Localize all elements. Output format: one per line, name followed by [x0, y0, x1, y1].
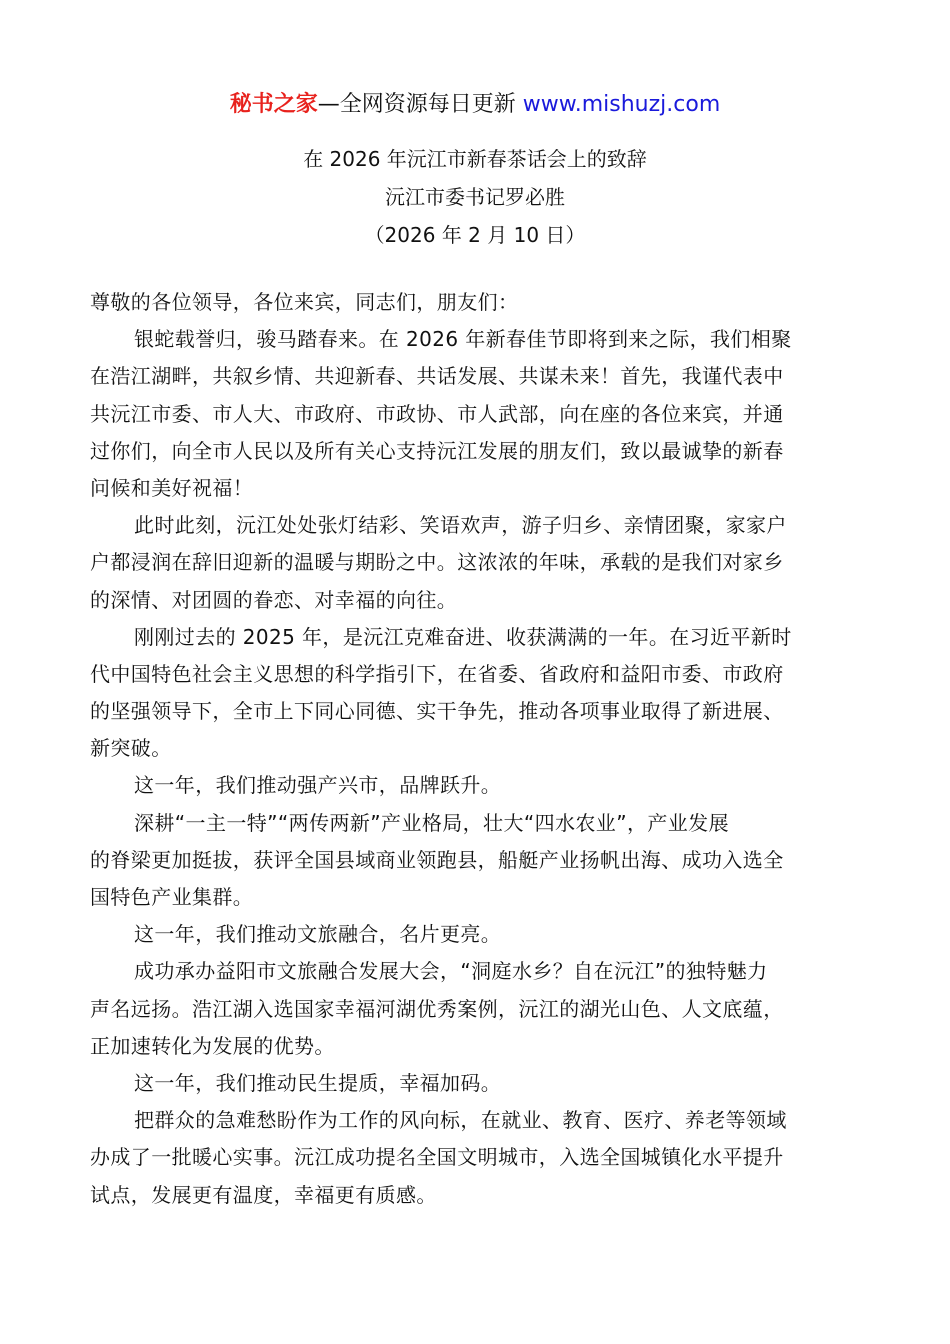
speaker-line: 沅江市委书记罗必胜: [385, 185, 565, 209]
paragraph-line: 问候和美好祝福！: [90, 475, 254, 500]
paragraph: [90, 953, 870, 1065]
paragraph-line: 成功承办益阳市文旅融合发展大会，“洞庭水乡？自在沅江”的独特魅力: [134, 959, 768, 984]
paragraph-line: 共沅江市委、市人大、市政府、市政协、市人武部，向在座的各位来宾，并通: [90, 401, 784, 426]
paragraph-line: 此时此刻，沅江处处张灯结彩、笑语欢声，游子归乡、亲情团聚，家家户: [134, 513, 787, 538]
paragraph: [90, 805, 870, 917]
paragraph-line: 刚刚过去的 2025 年，是沅江克难奋进、收获满满的一年。在习近平新时: [134, 624, 792, 649]
paragraph-line: 的坚强领导下，全市上下同心同德、实干争先，推动各项事业取得了新进展、: [90, 699, 784, 724]
paragraph: [90, 321, 870, 507]
paragraph-line: 深耕“一主一特”“两传两新”产业格局，壮大“四水农业”，产业发展: [134, 810, 729, 835]
paragraph-line: 正加速转化为发展的优势。: [90, 1033, 335, 1058]
paragraph-line: 声名远扬。浩江湖入选国家幸福河湖优秀案例，沅江的湖光山色、人文底蕴，: [90, 996, 784, 1021]
paragraph-line: 新突破。: [90, 736, 172, 761]
paragraph-line: 国特色产业集群。: [90, 885, 254, 909]
brand-name: 秘书之家: [229, 92, 318, 117]
paragraph-line: 户都浸润在辞旧迎新的温暖与期盼之中。这浓浓的年味，承载的是我们对家乡: [90, 550, 784, 575]
paragraph: [90, 1102, 870, 1214]
paragraph-line: 把群众的急难愁盼作为工作的风向标，在就业、教育、医疗、养老等领域: [134, 1108, 787, 1133]
paragraph-line: 的脊梁更加挺拔，获评全国县域商业领跑县，船艇产业扬帆出海、成功入选全: [90, 847, 784, 872]
document-heading: [0, 140, 950, 254]
paragraph-line: 在浩江湖畔，共叙乡情、共迎新春、共话发展、共谋未来！首先，我谨代表中: [90, 364, 784, 389]
paragraph-line: 这一年，我们推动强产兴市，品牌跃升。: [134, 773, 502, 798]
paragraph: [90, 916, 870, 953]
document-body: [90, 284, 870, 1214]
paragraph-line: 的深情、对团圆的眷恋、对幸福的向往。: [90, 587, 458, 612]
paragraph: [90, 507, 870, 619]
paragraph-line: 代中国特色社会主义思想的科学指引下，在省委、省政府和益阳市委、市政府: [90, 661, 784, 686]
paragraph-line: 银蛇载誉归，骏马踏春来。在 2026 年新春佳节即将到来之际，我们相聚: [134, 327, 792, 352]
date-line: （2026 年 2 月 10 日）: [364, 223, 586, 247]
document-title: 在 2026 年沅江市新春茶话会上的致辞: [303, 147, 647, 171]
paragraph-line: 办成了一批暖心实事。沅江成功提名全国文明城市，入选全国城镇化水平提升: [90, 1145, 784, 1170]
site-banner: [0, 89, 950, 121]
paragraph-line: 这一年，我们推动民生提质，幸福加码。: [134, 1070, 502, 1095]
paragraph-line: 这一年，我们推动文旅融合，名片更亮。: [134, 922, 502, 947]
salutation: 尊敬的各位领导，各位来宾，同志们，朋友们：: [90, 290, 519, 314]
paragraph: [90, 619, 870, 768]
paragraph-line: 试点，发展更有温度，幸福更有质感。: [90, 1182, 437, 1207]
banner-tagline: —全网资源每日更新: [317, 92, 523, 117]
paragraph: [90, 1065, 870, 1102]
paragraph-line: 过你们，向全市人民以及所有关心支持沅江发展的朋友们，致以最诚挚的新春: [90, 438, 784, 463]
site-url-link[interactable]: www.mishuzj.com: [522, 92, 721, 117]
paragraph: [90, 767, 870, 804]
